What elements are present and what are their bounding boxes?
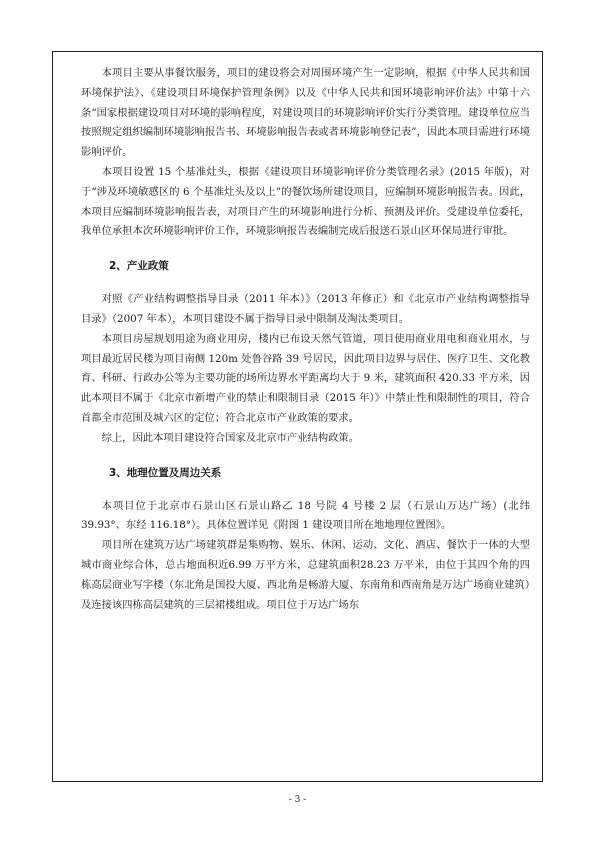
spacer [81,242,530,256]
paragraph-building-use: 本项目房屋规划用途为商业用房，楼内已布设天然气管道，项目使用商业用电和商业用水，与项目最近居民楼为项目南侧 120m 处鲁谷路 39 号居民，因此项目边界与居住、医疗卫生、文化教育、科研、行政办公等为主要功能的场所边界水平距离均大于 9 米，建筑面积 420.33 平方米，因此本项目不属于《北京市新增产业的禁止和限制目录（2015 年）》中禁止性和限制性的项目，符合首都全市范围及城六区的定位；符合北京市产业政策的要求。 [81,332,530,424]
section-heading-location: 3、地理位置及周边关系 [109,466,222,479]
spacer [81,483,530,497]
paragraph-stove-count: 本项目设置 15 个基准灶头，根据《建设项目环境影响评价分类管理名录》(2015 年版)，对于“涉及环境敏感区的 6 个基准灶头及以上”的餐饮场所建设项目，应编制环境影响报告表。因此，本项目应编制环境影响报告表，对项目产生的环境影响进行分析、预测及评价。受建设单位委托，我单位承担本次环境影响评价工作，环境影响报告表编制完成后报送石景山区环保局进行审批。 [81,165,530,238]
document-frame [52,51,543,782]
document-body [81,64,530,615]
paragraph-location: 本项目位于北京市石景山区石景山路乙 18 号院 4 号楼 2 层（石景山万达广场）(北纬 39.93°、东经 116.18°）。具体位置详见《附图 1 建设项目所在地地理位置图》。 [81,499,530,532]
paragraph-eia-requirement: 本项目主要从事餐饮服务，项目的建设将会对周围环境产生一定影响，根据《中华人民共和国环境保护法》、《建设项目环境保护管理条例》以及《中华人民共和国环境影响评价法》中第十六条“国家根据建设项目对环境的影响程度，对建设项目的环境影响评价实行分类管理。建设单位应当按照规定组织编制环境影响报告书、环境影响报告表或者环境影响登记表”，因此本项目需进行环境影响评价。 [81,67,530,159]
paragraph-policy-conclusion: 综上，因此本项目建设符合国家及北京市产业结构政策。 [101,431,360,444]
spacer [81,449,530,463]
paragraph-wanda-plaza: 项目所在建筑万达广场建筑群是集购物、娱乐、休闲、运动、文化、酒店、餐饮于一体的大型城市商业综合体，总占地面积近6.99 万平方米，总建筑面积28.23 万平米，由位于其四个角的四栋高层商业写字楼（东北角是国投大厦、西北角是畅游大厦、东南角和西南角是万达广场商业建筑）及连接该四栋高层建筑的三层裙楼组成。项目位于万达广场东 [81,539,530,611]
spacer [81,276,530,290]
page-number: - 3 - [288,795,307,805]
section-heading-industry-policy: 2、产业政策 [109,260,169,273]
paragraph-policy-catalog: 对照《产业结构调整指导目录（2011 年本）》（2013 年修正）和《北京市产业结构调整指导目录》（2007 年本），本项目建设不属于指导目录中限制及淘汰类项目。 [81,293,530,325]
